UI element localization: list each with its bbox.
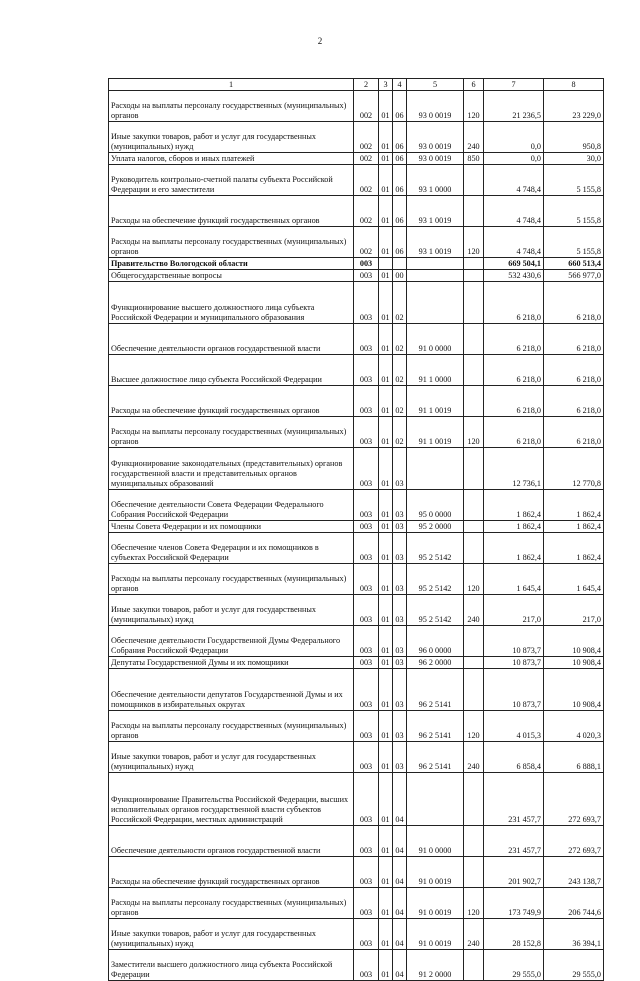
row-name-cell: Функционирование законодательных (представительных) органов государственной власти и представительных органов муниципальных образований (109, 448, 354, 490)
cell-target-article: 96 2 0000 (407, 657, 464, 669)
cell-expense-type (464, 196, 484, 227)
cell-amount-1: 1 862,4 (484, 521, 544, 533)
cell-admin-code: 003 (354, 270, 379, 282)
row-name-cell: Функционирование Правительства Российской Федерации, высших исполнительных органов государственной власти субъектов Российской Федерации, местных администраций (109, 773, 354, 826)
cell-subsection: 03 (393, 657, 407, 669)
cell-amount-2: 6 218,0 (544, 282, 604, 324)
table-row (109, 888, 604, 919)
table-row (109, 669, 604, 711)
cell-section: 01 (379, 521, 393, 533)
table-row (109, 153, 604, 165)
row-name-cell: Иные закупки товаров, работ и услуг для государственных (муниципальных) нужд (109, 919, 354, 950)
cell-target-article (407, 258, 464, 270)
cell-admin-code: 002 (354, 122, 379, 153)
cell-amount-1: 532 430,6 (484, 270, 544, 282)
cell-subsection: 02 (393, 282, 407, 324)
cell-subsection: 03 (393, 711, 407, 742)
cell-amount-2: 5 155,8 (544, 165, 604, 196)
cell-amount-2: 1 862,4 (544, 521, 604, 533)
cell-amount-1: 217,0 (484, 595, 544, 626)
row-name-cell: Расходы на обеспечение функций государственных органов (109, 196, 354, 227)
header-cell: 2 (354, 79, 379, 91)
cell-subsection: 02 (393, 355, 407, 386)
cell-amount-2: 6 888,1 (544, 742, 604, 773)
table-row (109, 711, 604, 742)
cell-amount-2: 4 020,3 (544, 711, 604, 742)
cell-admin-code: 003 (354, 355, 379, 386)
cell-amount-1: 4 748,4 (484, 196, 544, 227)
cell-target-article: 93 0 0019 (407, 153, 464, 165)
cell-target-article: 93 1 0000 (407, 165, 464, 196)
cell-admin-code: 003 (354, 657, 379, 669)
cell-amount-2: 10 908,4 (544, 657, 604, 669)
cell-amount-1: 6 218,0 (484, 282, 544, 324)
cell-amount-2: 243 138,7 (544, 857, 604, 888)
cell-target-article: 91 2 0000 (407, 950, 464, 981)
row-name-cell: Высшее должностное лицо субъекта Российской Федерации (109, 355, 354, 386)
cell-section: 01 (379, 595, 393, 626)
table-row (109, 227, 604, 258)
table-row (109, 533, 604, 564)
cell-amount-1: 10 873,7 (484, 657, 544, 669)
cell-section: 01 (379, 227, 393, 258)
row-name-cell: Депутаты Государственной Думы и их помощники (109, 657, 354, 669)
cell-subsection: 06 (393, 91, 407, 122)
cell-expense-type (464, 657, 484, 669)
row-name-cell: Иные закупки товаров, работ и услуг для государственных (муниципальных) нужд (109, 595, 354, 626)
table-row (109, 564, 604, 595)
row-name-cell: Расходы на выплаты персоналу государственных (муниципальных) органов (109, 91, 354, 122)
row-name-cell: Обеспечение деятельности Совета Федерации Федерального Собрания Российской Федерации (109, 490, 354, 521)
cell-admin-code: 003 (354, 324, 379, 355)
cell-amount-1: 12 736,1 (484, 448, 544, 490)
header-cell: 1 (109, 79, 354, 91)
cell-expense-type (464, 826, 484, 857)
header-cell: 6 (464, 79, 484, 91)
cell-expense-type: 120 (464, 564, 484, 595)
cell-section: 01 (379, 355, 393, 386)
cell-target-article: 96 0 0000 (407, 626, 464, 657)
cell-target-article: 95 2 0000 (407, 521, 464, 533)
row-name-cell: Иные закупки товаров, работ и услуг для государственных (муниципальных) нужд (109, 742, 354, 773)
table-row (109, 657, 604, 669)
row-name-cell: Заместители высшего должностного лица субъекта Российской Федерации (109, 950, 354, 981)
cell-expense-type: 240 (464, 742, 484, 773)
cell-admin-code: 003 (354, 826, 379, 857)
cell-subsection: 04 (393, 857, 407, 888)
cell-section: 01 (379, 773, 393, 826)
table-row (109, 165, 604, 196)
cell-expense-type: 240 (464, 919, 484, 950)
cell-target-article: 91 1 0000 (407, 355, 464, 386)
cell-amount-1: 10 873,7 (484, 669, 544, 711)
cell-section: 01 (379, 91, 393, 122)
cell-expense-type (464, 165, 484, 196)
row-name-cell: Обеспечение деятельности Государственной Думы Федерального Собрания Российской Федерации (109, 626, 354, 657)
cell-admin-code: 003 (354, 282, 379, 324)
table-row (109, 386, 604, 417)
cell-amount-2: 1 862,4 (544, 490, 604, 521)
cell-amount-2: 10 908,4 (544, 626, 604, 657)
cell-subsection: 03 (393, 490, 407, 521)
cell-subsection: 03 (393, 742, 407, 773)
cell-amount-2: 272 693,7 (544, 773, 604, 826)
cell-subsection: 02 (393, 386, 407, 417)
cell-admin-code: 003 (354, 919, 379, 950)
cell-subsection: 04 (393, 919, 407, 950)
cell-admin-code: 003 (354, 950, 379, 981)
cell-amount-2: 5 155,8 (544, 227, 604, 258)
table-row (109, 258, 604, 270)
cell-subsection: 06 (393, 153, 407, 165)
cell-subsection (393, 258, 407, 270)
cell-admin-code: 003 (354, 521, 379, 533)
cell-admin-code: 003 (354, 490, 379, 521)
cell-expense-type (464, 282, 484, 324)
cell-target-article: 91 1 0019 (407, 417, 464, 448)
cell-amount-1: 29 555,0 (484, 950, 544, 981)
cell-expense-type: 120 (464, 711, 484, 742)
cell-section: 01 (379, 564, 393, 595)
cell-target-article (407, 270, 464, 282)
cell-target-article: 91 1 0019 (407, 386, 464, 417)
table-row (109, 122, 604, 153)
table-row (109, 270, 604, 282)
cell-amount-2: 12 770,8 (544, 448, 604, 490)
cell-expense-type (464, 490, 484, 521)
cell-section: 01 (379, 153, 393, 165)
row-name-cell: Расходы на выплаты персоналу государственных (муниципальных) органов (109, 711, 354, 742)
cell-expense-type: 850 (464, 153, 484, 165)
cell-section: 01 (379, 490, 393, 521)
cell-section: 01 (379, 657, 393, 669)
cell-section: 01 (379, 386, 393, 417)
cell-target-article: 91 0 0000 (407, 324, 464, 355)
cell-amount-1: 28 152,8 (484, 919, 544, 950)
cell-amount-1: 4 015,3 (484, 711, 544, 742)
table-row (109, 448, 604, 490)
cell-admin-code: 002 (354, 227, 379, 258)
cell-target-article: 93 0 0019 (407, 122, 464, 153)
cell-target-article: 95 0 0000 (407, 490, 464, 521)
cell-target-article: 95 2 5142 (407, 595, 464, 626)
table-row (109, 742, 604, 773)
cell-admin-code: 003 (354, 417, 379, 448)
row-name-cell: Обеспечение деятельности органов государственной власти (109, 324, 354, 355)
row-name-cell: Правительство Вологодской области (109, 258, 354, 270)
row-name-cell: Обеспечение деятельности органов государственной власти (109, 826, 354, 857)
cell-subsection: 03 (393, 564, 407, 595)
cell-section: 01 (379, 165, 393, 196)
cell-section: 01 (379, 533, 393, 564)
cell-target-article: 93 1 0019 (407, 196, 464, 227)
row-name-cell: Иные закупки товаров, работ и услуг для государственных (муниципальных) нужд (109, 122, 354, 153)
cell-section: 01 (379, 950, 393, 981)
cell-subsection: 03 (393, 533, 407, 564)
cell-expense-type (464, 950, 484, 981)
cell-admin-code: 002 (354, 165, 379, 196)
table-row (109, 950, 604, 981)
row-name-cell: Уплата налогов, сборов и иных платежей (109, 153, 354, 165)
cell-subsection: 04 (393, 826, 407, 857)
cell-admin-code: 002 (354, 196, 379, 227)
cell-target-article: 95 2 5142 (407, 533, 464, 564)
cell-expense-type (464, 773, 484, 826)
cell-amount-1: 6 218,0 (484, 324, 544, 355)
cell-amount-1: 6 218,0 (484, 386, 544, 417)
row-name-cell: Обеспечение деятельности депутатов Государственной Думы и их помощников в избирательных округах (109, 669, 354, 711)
cell-section: 01 (379, 196, 393, 227)
cell-subsection: 06 (393, 196, 407, 227)
cell-section: 01 (379, 270, 393, 282)
cell-expense-type (464, 669, 484, 711)
cell-expense-type: 120 (464, 227, 484, 258)
cell-amount-2: 29 555,0 (544, 950, 604, 981)
cell-expense-type (464, 258, 484, 270)
cell-amount-2: 6 218,0 (544, 417, 604, 448)
cell-section: 01 (379, 417, 393, 448)
cell-expense-type (464, 448, 484, 490)
cell-admin-code: 003 (354, 448, 379, 490)
row-name-cell: Расходы на выплаты персоналу государственных (муниципальных) органов (109, 888, 354, 919)
cell-target-article: 91 0 0019 (407, 888, 464, 919)
cell-section: 01 (379, 669, 393, 711)
table-row (109, 490, 604, 521)
cell-expense-type (464, 270, 484, 282)
cell-admin-code: 003 (354, 857, 379, 888)
header-cell: 8 (544, 79, 604, 91)
cell-amount-1: 21 236,5 (484, 91, 544, 122)
cell-target-article: 91 0 0000 (407, 826, 464, 857)
row-name-cell: Функционирование высшего должностного лица субъекта Российской Федерации и муниципального образования (109, 282, 354, 324)
cell-target-article: 93 1 0019 (407, 227, 464, 258)
cell-section: 01 (379, 711, 393, 742)
table-row (109, 521, 604, 533)
row-name-cell: Расходы на выплаты персоналу государственных (муниципальных) органов (109, 564, 354, 595)
cell-expense-type: 120 (464, 91, 484, 122)
cell-subsection: 06 (393, 122, 407, 153)
cell-amount-2: 6 218,0 (544, 324, 604, 355)
cell-section: 01 (379, 888, 393, 919)
cell-amount-1: 1 862,4 (484, 490, 544, 521)
cell-expense-type: 240 (464, 595, 484, 626)
table-row (109, 919, 604, 950)
cell-admin-code: 003 (354, 533, 379, 564)
table-row (109, 626, 604, 657)
cell-subsection: 03 (393, 448, 407, 490)
cell-target-article: 96 2 5141 (407, 711, 464, 742)
cell-amount-2: 1 645,4 (544, 564, 604, 595)
cell-section: 01 (379, 324, 393, 355)
cell-amount-2: 272 693,7 (544, 826, 604, 857)
cell-target-article: 91 0 0019 (407, 857, 464, 888)
header-cell: 7 (484, 79, 544, 91)
table-row (109, 91, 604, 122)
cell-subsection: 04 (393, 950, 407, 981)
cell-amount-2: 6 218,0 (544, 355, 604, 386)
cell-admin-code: 002 (354, 153, 379, 165)
table-row (109, 595, 604, 626)
row-name-cell: Обеспечение членов Совета Федерации и их помощников в субъектах Российской Федерации (109, 533, 354, 564)
cell-expense-type (464, 857, 484, 888)
cell-target-article: 91 0 0019 (407, 919, 464, 950)
row-name-cell: Расходы на обеспечение функций государственных органов (109, 857, 354, 888)
table-row (109, 324, 604, 355)
cell-section (379, 258, 393, 270)
table-row (109, 826, 604, 857)
cell-amount-2: 217,0 (544, 595, 604, 626)
cell-subsection: 03 (393, 669, 407, 711)
cell-subsection: 03 (393, 595, 407, 626)
cell-amount-1: 231 457,7 (484, 773, 544, 826)
cell-expense-type (464, 386, 484, 417)
cell-amount-2: 1 862,4 (544, 533, 604, 564)
cell-amount-2: 950,8 (544, 122, 604, 153)
cell-section: 01 (379, 919, 393, 950)
cell-amount-1: 231 457,7 (484, 826, 544, 857)
cell-section: 01 (379, 282, 393, 324)
cell-admin-code: 003 (354, 564, 379, 595)
cell-subsection: 06 (393, 227, 407, 258)
cell-amount-1: 4 748,4 (484, 165, 544, 196)
cell-admin-code: 003 (354, 669, 379, 711)
cell-target-article: 96 2 5141 (407, 669, 464, 711)
cell-amount-2: 566 977,0 (544, 270, 604, 282)
cell-expense-type: 120 (464, 888, 484, 919)
cell-expense-type (464, 355, 484, 386)
cell-target-article (407, 282, 464, 324)
cell-subsection: 02 (393, 417, 407, 448)
cell-target-article (407, 448, 464, 490)
budget-table (108, 78, 604, 981)
cell-amount-1: 6 858,4 (484, 742, 544, 773)
cell-subsection: 04 (393, 888, 407, 919)
cell-subsection: 00 (393, 270, 407, 282)
cell-amount-1: 173 749,9 (484, 888, 544, 919)
cell-admin-code: 003 (354, 711, 379, 742)
table-row (109, 773, 604, 826)
cell-expense-type: 120 (464, 417, 484, 448)
cell-admin-code: 003 (354, 773, 379, 826)
row-name-cell: Расходы на выплаты персоналу государственных (муниципальных) органов (109, 417, 354, 448)
cell-expense-type (464, 521, 484, 533)
cell-amount-1: 0,0 (484, 122, 544, 153)
cell-amount-1: 201 902,7 (484, 857, 544, 888)
row-name-cell: Расходы на выплаты персоналу государственных (муниципальных) органов (109, 227, 354, 258)
cell-section: 01 (379, 122, 393, 153)
cell-target-article: 95 2 5142 (407, 564, 464, 595)
cell-target-article (407, 773, 464, 826)
cell-section: 01 (379, 448, 393, 490)
table-row (109, 355, 604, 386)
cell-subsection: 03 (393, 521, 407, 533)
header-row (109, 79, 604, 91)
cell-amount-2: 10 908,4 (544, 669, 604, 711)
cell-amount-1: 669 504,1 (484, 258, 544, 270)
cell-admin-code: 003 (354, 595, 379, 626)
cell-subsection: 02 (393, 324, 407, 355)
cell-subsection: 04 (393, 773, 407, 826)
cell-admin-code: 003 (354, 888, 379, 919)
cell-amount-2: 6 218,0 (544, 386, 604, 417)
cell-amount-2: 206 744,6 (544, 888, 604, 919)
cell-target-article: 93 0 0019 (407, 91, 464, 122)
cell-amount-1: 10 873,7 (484, 626, 544, 657)
cell-amount-1: 0,0 (484, 153, 544, 165)
cell-expense-type (464, 324, 484, 355)
cell-amount-2: 660 513,4 (544, 258, 604, 270)
page-number: 2 (317, 36, 323, 46)
header-cell: 3 (379, 79, 393, 91)
cell-subsection: 03 (393, 626, 407, 657)
cell-section: 01 (379, 626, 393, 657)
table-row (109, 417, 604, 448)
header-cell: 5 (407, 79, 464, 91)
cell-expense-type (464, 626, 484, 657)
cell-admin-code: 003 (354, 742, 379, 773)
cell-target-article: 96 2 5141 (407, 742, 464, 773)
cell-admin-code: 003 (354, 626, 379, 657)
cell-section: 01 (379, 857, 393, 888)
cell-amount-2: 5 155,8 (544, 196, 604, 227)
header-cell: 4 (393, 79, 407, 91)
cell-expense-type: 240 (464, 122, 484, 153)
row-name-cell: Члены Совета Федерации и их помощники (109, 521, 354, 533)
table-row (109, 196, 604, 227)
table-row (109, 282, 604, 324)
cell-amount-1: 6 218,0 (484, 355, 544, 386)
table-row (109, 857, 604, 888)
cell-admin-code: 003 (354, 386, 379, 417)
cell-section: 01 (379, 826, 393, 857)
row-name-cell: Руководитель контрольно-счетной палаты субъекта Российской Федерации и его заместители (109, 165, 354, 196)
row-name-cell: Общегосударственные вопросы (109, 270, 354, 282)
cell-amount-1: 4 748,4 (484, 227, 544, 258)
cell-expense-type (464, 533, 484, 564)
cell-amount-2: 30,0 (544, 153, 604, 165)
cell-amount-1: 1 862,4 (484, 533, 544, 564)
cell-section: 01 (379, 742, 393, 773)
row-name-cell: Расходы на обеспечение функций государственных органов (109, 386, 354, 417)
cell-admin-code: 003 (354, 258, 379, 270)
cell-amount-2: 23 229,0 (544, 91, 604, 122)
cell-subsection: 06 (393, 165, 407, 196)
cell-amount-1: 1 645,4 (484, 564, 544, 595)
cell-admin-code: 002 (354, 91, 379, 122)
cell-amount-1: 6 218,0 (484, 417, 544, 448)
cell-amount-2: 36 394,1 (544, 919, 604, 950)
